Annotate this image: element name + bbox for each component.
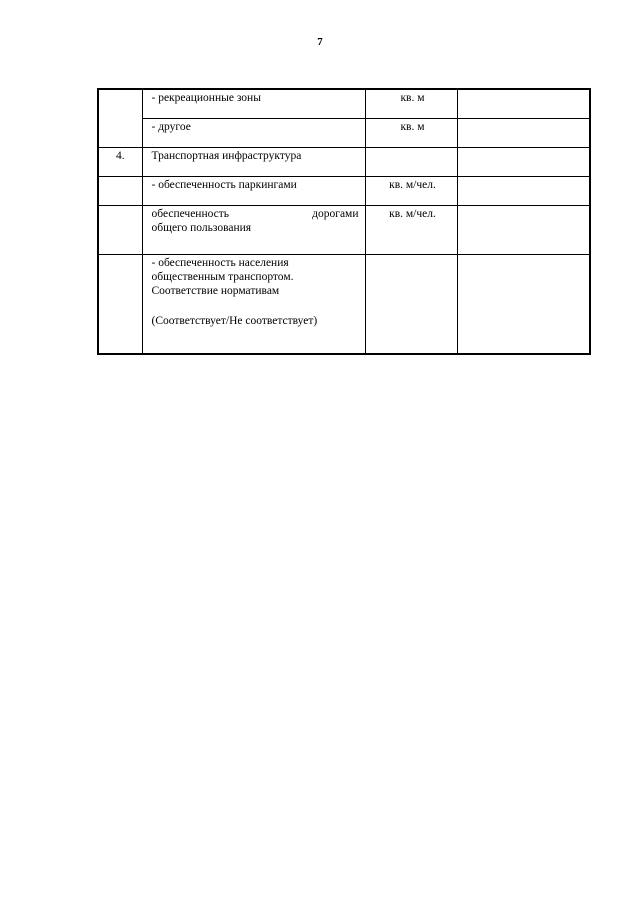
indicator-text: общественным транспортом. <box>151 270 294 283</box>
row-number-cell <box>98 254 142 354</box>
indicator-cell <box>142 118 365 147</box>
table-row <box>98 147 590 176</box>
row-number-cell: 4. <box>98 147 142 176</box>
table-row <box>98 89 590 118</box>
row-number-cell <box>98 205 142 254</box>
indicator-text: (Соответствует/Не соответствует) <box>151 314 318 327</box>
unit-cell: кв. м/чел. <box>365 205 457 254</box>
row-number-cell <box>98 176 142 205</box>
indicator-text: обеспеченность дорогами <box>151 207 359 220</box>
row-number-cell <box>98 118 142 147</box>
indicator-cell <box>142 205 365 254</box>
value-cell <box>457 118 590 147</box>
value-cell <box>457 89 590 118</box>
table-row <box>98 254 590 354</box>
value-cell <box>457 147 590 176</box>
spacer <box>152 299 359 314</box>
section-title: Транспортная инфраструктура <box>151 149 302 162</box>
indicator-cell <box>142 254 365 354</box>
table-row <box>98 118 590 147</box>
table-row <box>98 176 590 205</box>
indicator-text: общего пользования <box>151 221 252 234</box>
indicator-text: - другое <box>151 120 191 133</box>
indicator-cell <box>142 147 365 176</box>
unit-cell: кв. м <box>365 118 457 147</box>
indicator-cell <box>142 89 365 118</box>
unit-cell <box>365 254 457 354</box>
indicators-table <box>97 88 591 355</box>
row-number-cell <box>98 89 142 118</box>
indicator-cell <box>142 176 365 205</box>
indicator-text: - обеспеченность паркингами <box>151 178 297 191</box>
page-number: 7 <box>317 36 323 48</box>
unit-cell: кв. м/чел. <box>365 176 457 205</box>
unit-cell <box>365 147 457 176</box>
value-cell <box>457 205 590 254</box>
indicator-text: - обеспеченность населения <box>151 256 289 269</box>
unit-cell: кв. м <box>365 89 457 118</box>
indicator-text: - рекреационные зоны <box>151 92 261 104</box>
value-cell <box>457 176 590 205</box>
value-cell <box>457 254 590 354</box>
indicator-text: Соответствие нормативам <box>151 285 280 298</box>
table-row <box>98 205 590 254</box>
